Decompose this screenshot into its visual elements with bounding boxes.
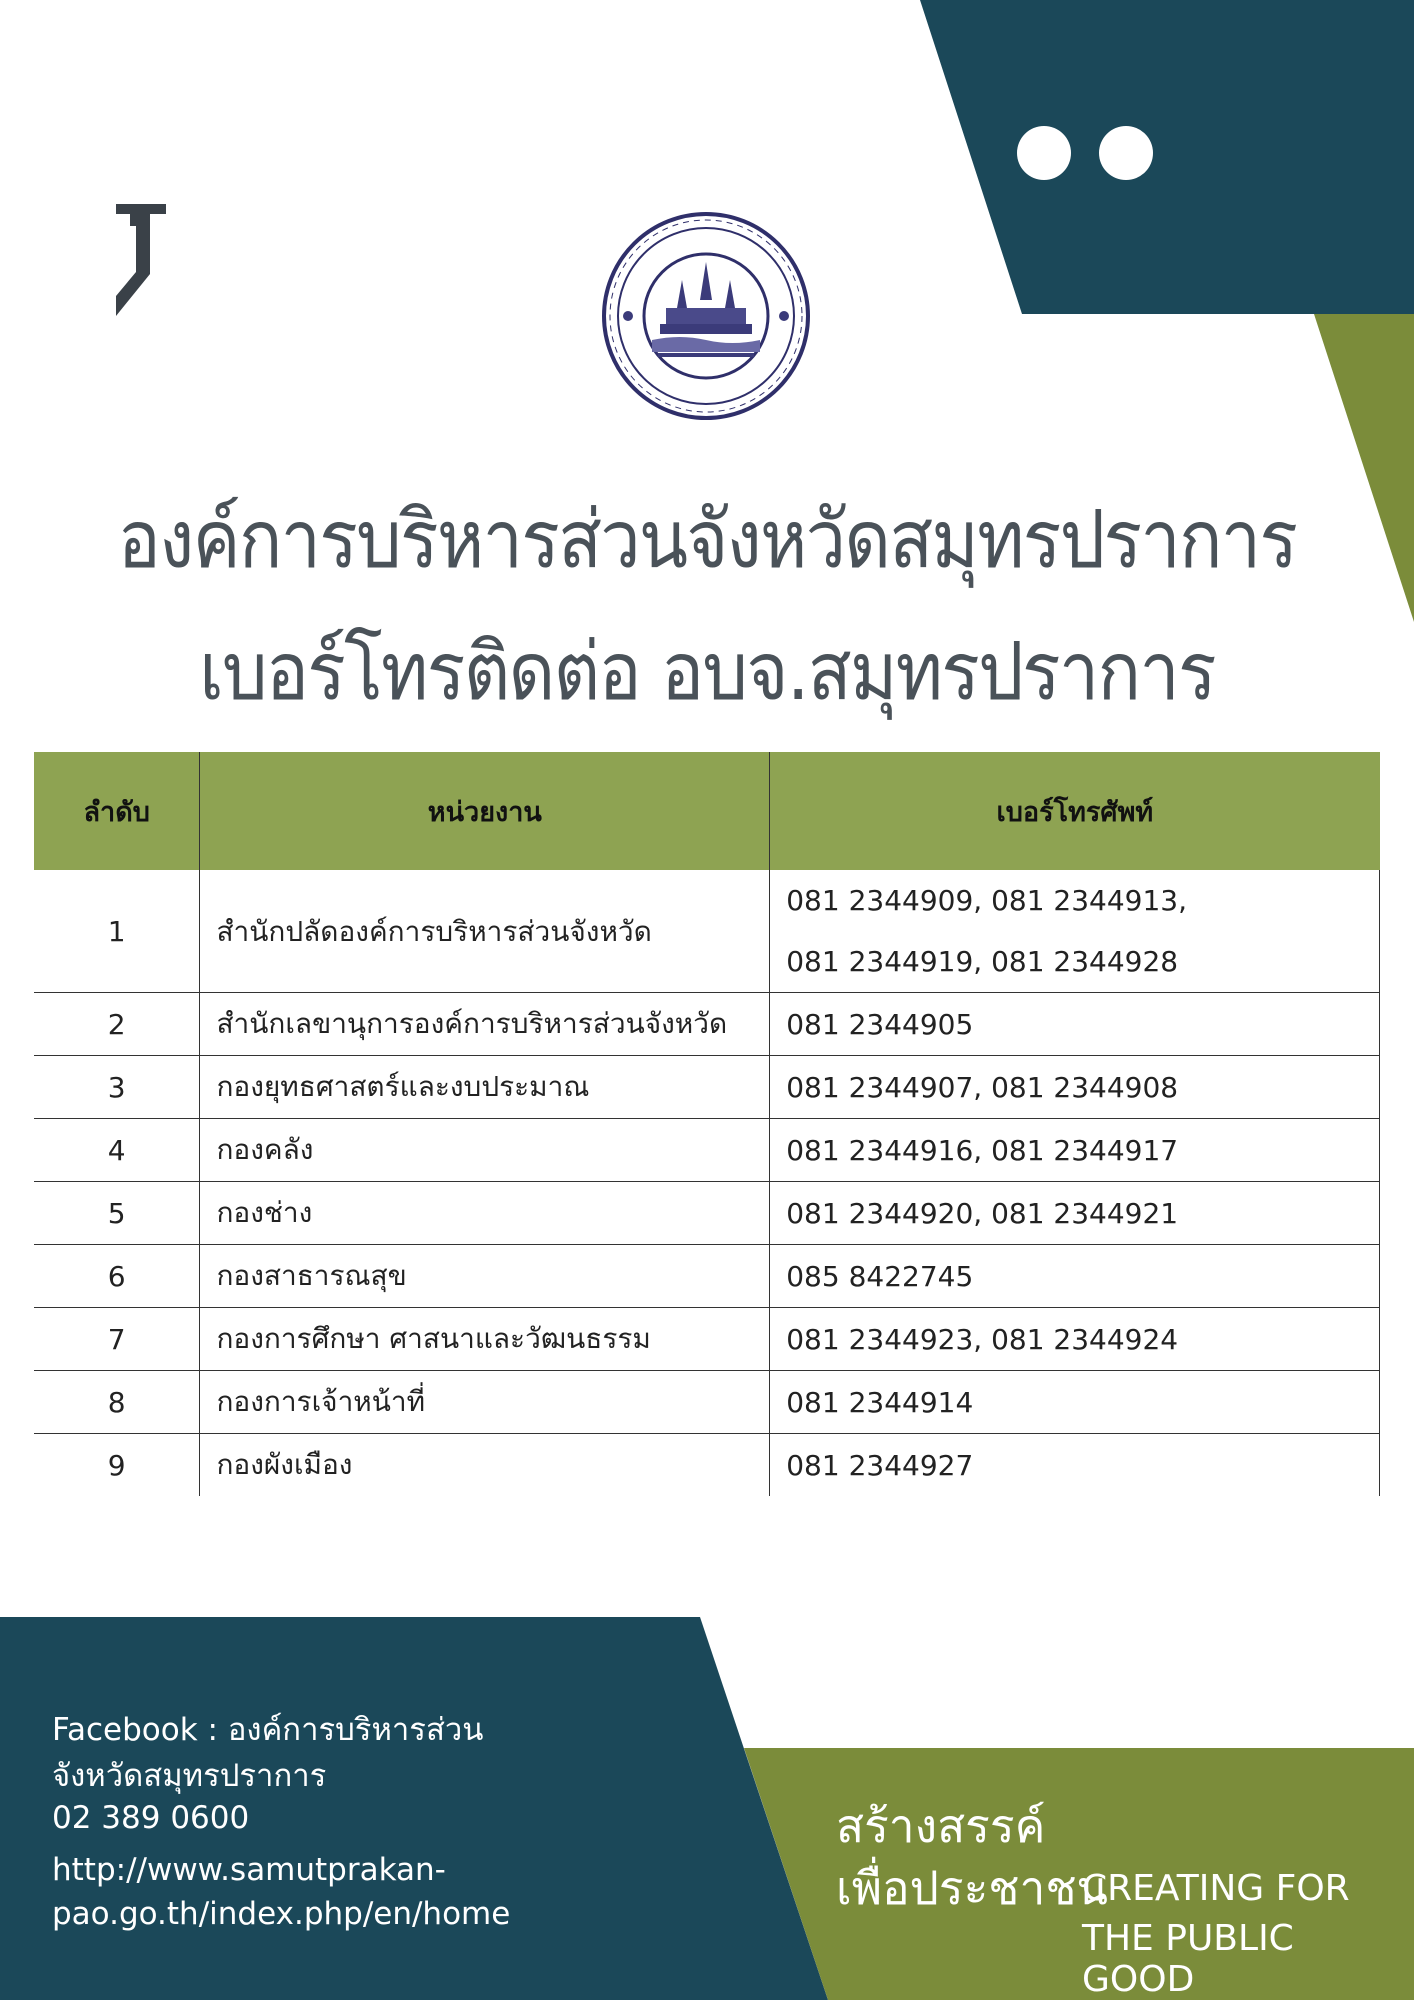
row-unit: กองการเจ้าหน้าที่ [200, 1371, 770, 1434]
footer-phone: 02 389 0600 [52, 1800, 250, 1836]
row-phone: 081 2344923, 081 2344924 [770, 1308, 1380, 1371]
row-number: 8 [34, 1371, 200, 1434]
row-unit: กองการศึกษา ศาสนาและวัฒนธรรม [200, 1308, 770, 1371]
row-number: 7 [34, 1308, 200, 1371]
table-header-row [34, 752, 1380, 870]
provincial-seal-emblem [600, 210, 812, 422]
row-number: 5 [34, 1182, 200, 1245]
row-number: 4 [34, 1119, 200, 1182]
dot-icon [1099, 126, 1153, 180]
table-row [34, 1434, 1380, 1497]
footer-url-line1[interactable]: http://www.samutprakan- [52, 1852, 446, 1888]
dot-icon [1017, 126, 1071, 180]
row-unit: สำนักปลัดองค์การบริหารส่วนจังหวัด [200, 870, 770, 993]
row-phone: 081 2344916, 081 2344917 [770, 1119, 1380, 1182]
slogan-english-line1: CREATING FOR [1082, 1868, 1350, 1909]
table-row [34, 1371, 1380, 1434]
table-row [34, 1182, 1380, 1245]
row-phone: 085 8422745 [770, 1245, 1380, 1308]
row-phone: 081 2344907, 081 2344908 [770, 1056, 1380, 1119]
footer-url-line2[interactable]: pao.go.th/index.php/en/home [52, 1896, 511, 1932]
column-header-unit: หน่วยงาน [200, 752, 770, 870]
table-row [34, 993, 1380, 1056]
row-number: 2 [34, 993, 200, 1056]
table-row [34, 870, 1380, 993]
column-header-phone: เบอร์โทรศัพท์ [770, 752, 1380, 870]
facebook-label-line2: จังหวัดสมุทรปราการ [52, 1758, 327, 1794]
row-number: 1 [34, 870, 200, 993]
table-row [34, 1245, 1380, 1308]
row-phone: 081 2344927 [770, 1434, 1380, 1497]
slogan-thai-line2: เพื่อประชาชน [836, 1861, 1109, 1915]
row-unit: กองยุทธศาสตร์และงบประมาณ [200, 1056, 770, 1119]
row-phone: 081 2344914 [770, 1371, 1380, 1434]
table-row [34, 1119, 1380, 1182]
row-phone: 081 2344909, 081 2344913, 081 2344919, 081 2344928 [770, 870, 1380, 993]
row-number: 6 [34, 1245, 200, 1308]
page-title: องค์การบริหารส่วนจังหวัดสมุทรปราการ [117, 493, 1297, 586]
slogan-thai-line1: สร้างสรรค์ [836, 1799, 1046, 1853]
page-subtitle: เบอร์โทรติดต่อ อบจ.สมุทรปราการ [199, 625, 1215, 718]
facebook-label-line1: Facebook : องค์การบริหารส่วน [52, 1712, 484, 1748]
row-phone: 081 2344905 [770, 993, 1380, 1056]
row-unit: สำนักเลขานุการองค์การบริหารส่วนจังหวัด [200, 993, 770, 1056]
row-number: 3 [34, 1056, 200, 1119]
bookmark-logo-icon [116, 204, 166, 316]
row-number: 9 [34, 1434, 200, 1497]
top-right-teal-block [920, 0, 1414, 314]
row-phone: 081 2344920, 081 2344921 [770, 1182, 1380, 1245]
contact-table [34, 752, 1380, 1496]
row-unit: กองช่าง [200, 1182, 770, 1245]
column-header-number: ลำดับ [34, 752, 200, 870]
row-unit: กองคลัง [200, 1119, 770, 1182]
row-unit: กองผังเมือง [200, 1434, 770, 1497]
table-row [34, 1056, 1380, 1119]
row-unit: กองสาธารณสุข [200, 1245, 770, 1308]
slogan-english-line2: THE PUBLIC GOOD [1082, 1918, 1294, 2000]
table-row [34, 1308, 1380, 1371]
